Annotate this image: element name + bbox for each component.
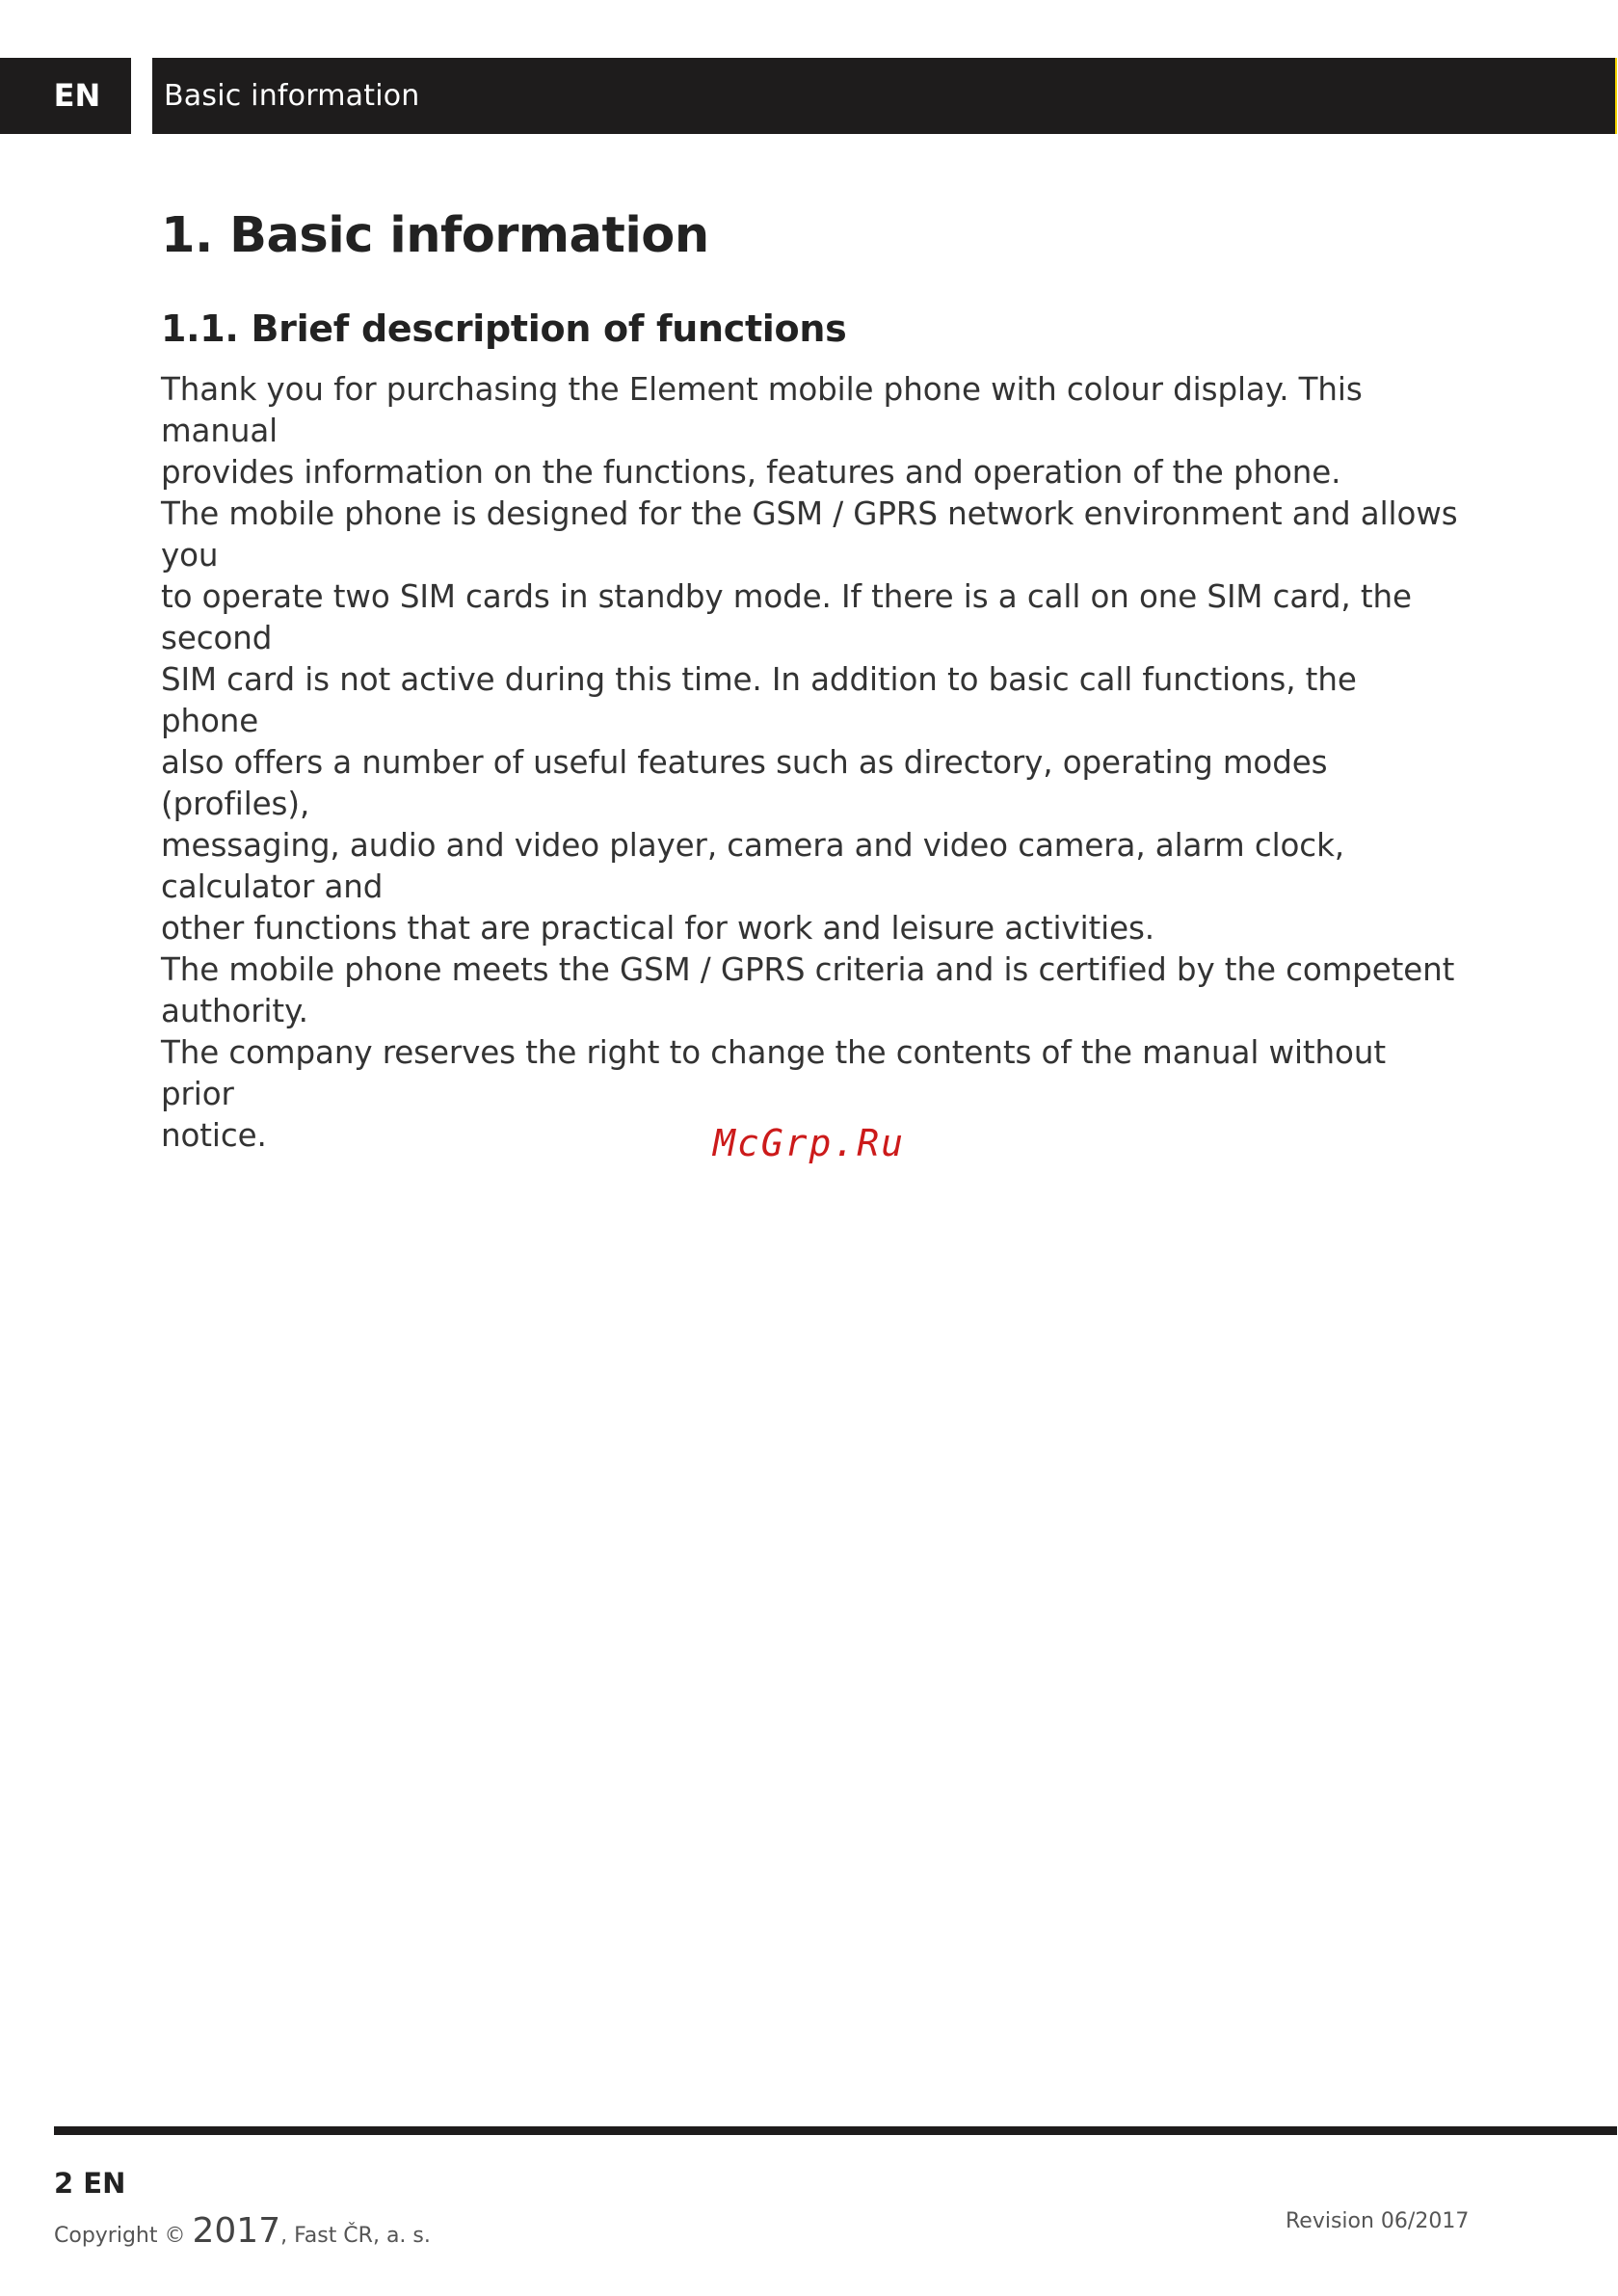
footer-rule: [54, 2126, 1617, 2135]
page-heading: 1. Basic information: [161, 207, 709, 264]
body-line: notice.: [161, 1117, 267, 1154]
body-line: to operate two SIM cards in standby mode. If there is a call on one SIM card, the second: [161, 578, 1412, 656]
copyright-suffix: , Fast ČR, a. s.: [280, 2224, 431, 2248]
body-line: authority.: [161, 993, 308, 1029]
copyright-prefix: Copyright ©: [54, 2224, 186, 2248]
language-tab: EN: [0, 58, 131, 134]
section-header-title: Basic information: [164, 79, 420, 113]
body-text: [161, 369, 1462, 1157]
body-line: The mobile phone meets the GSM / GPRS criteria and is certified by the competent: [161, 951, 1455, 988]
section-subheading: 1.1. Brief description of functions: [161, 307, 847, 350]
body-line: messaging, audio and video player, camera and video camera, alarm clock, calculator and: [161, 827, 1345, 905]
watermark: McGrp.Ru: [712, 1122, 906, 1164]
body-line: SIM card is not active during this time. In addition to basic call functions, the phone: [161, 661, 1357, 739]
body-line: The mobile phone is designed for the GSM / GPRS network environment and allows you: [161, 495, 1458, 574]
revision-label: Revision 06/2017: [1286, 2209, 1470, 2233]
accent-line: [1615, 58, 1617, 134]
section-header-bar: [152, 58, 1617, 134]
body-line: provides information on the functions, features and operation of the phone.: [161, 454, 1341, 491]
main-content: [161, 207, 1462, 1157]
body-line: also offers a number of useful features such as directory, operating modes (profiles),: [161, 744, 1328, 822]
page-number: 2 EN: [54, 2167, 126, 2200]
copyright-year: 2017: [192, 2211, 281, 2251]
body-line: Thank you for purchasing the Element mobile phone with colour display. This manual: [161, 371, 1363, 449]
copyright-notice: [54, 2212, 431, 2256]
body-line: The company reserves the right to change the contents of the manual without prior: [161, 1034, 1386, 1112]
body-line: other functions that are practical for work and leisure activities.: [161, 910, 1155, 947]
